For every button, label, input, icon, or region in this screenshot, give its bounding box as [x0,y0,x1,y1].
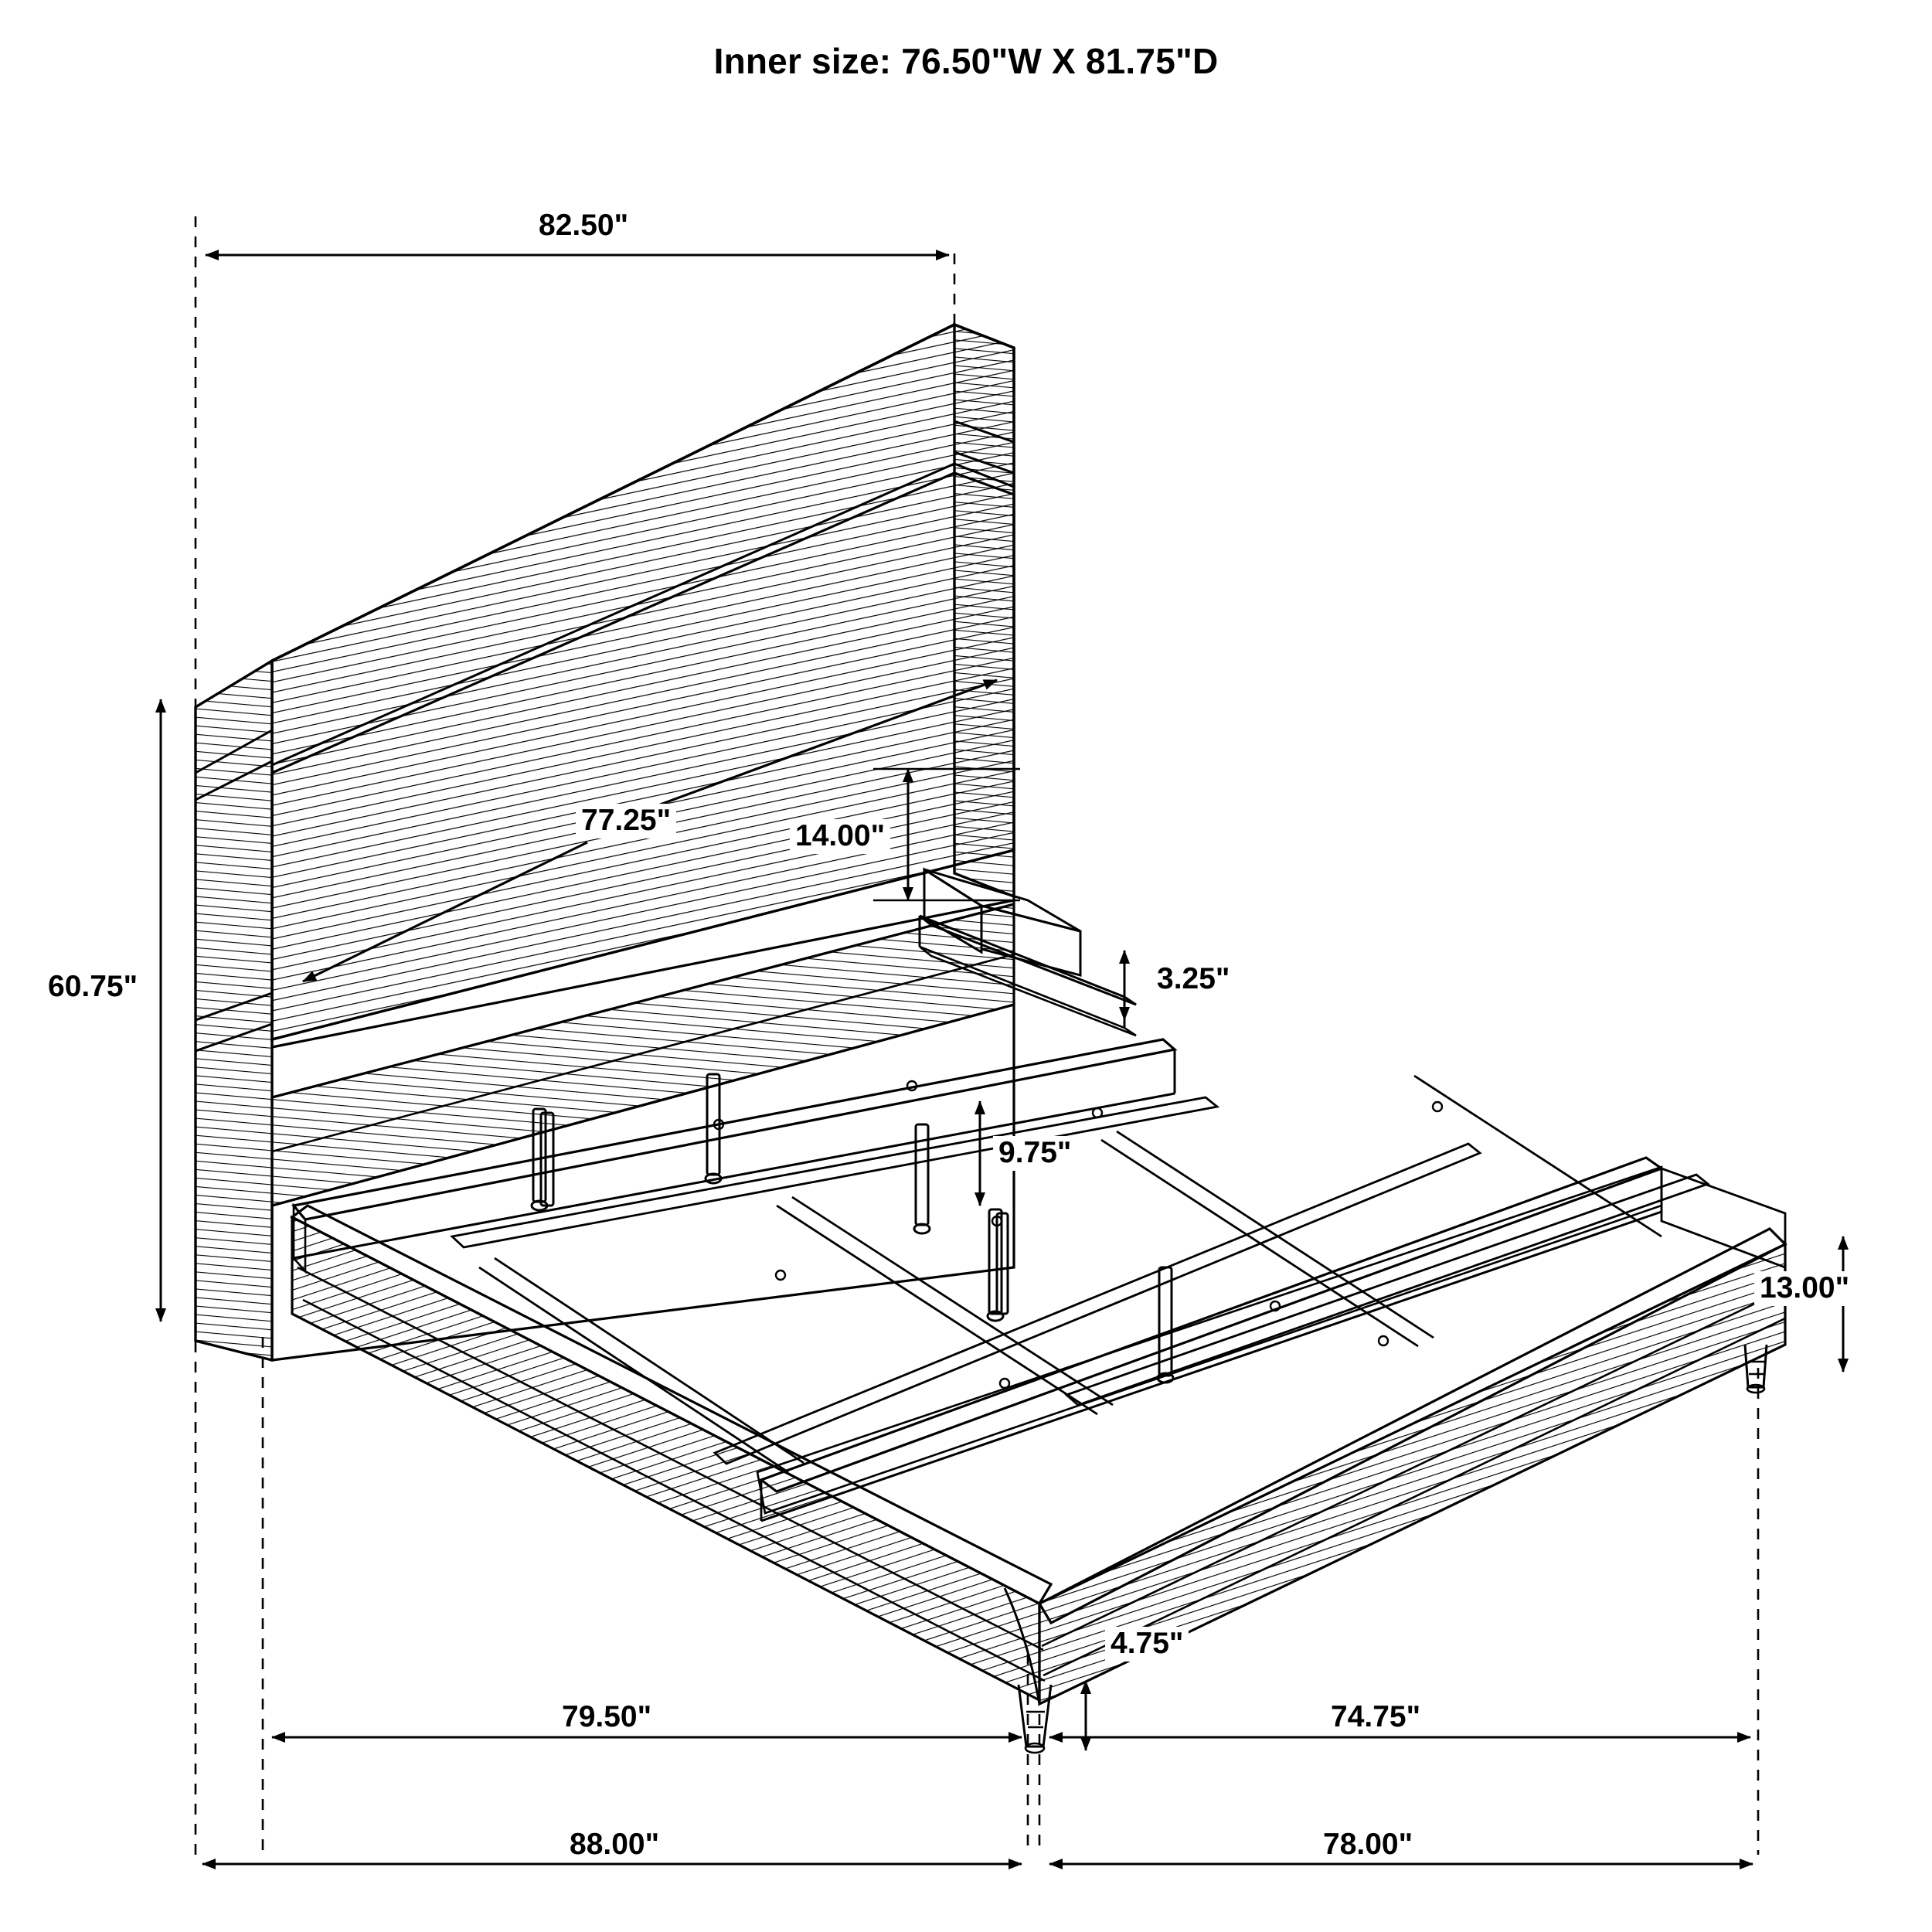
dim-label-74-75: 74.75" [1325,1700,1426,1735]
dim-label-13-00: 13.00" [1754,1271,1855,1306]
page-title: Inner size: 76.50"W X 81.75"D [713,41,1219,81]
dim-label-14-00: 14.00" [790,819,890,854]
footboard [292,1167,1785,1753]
dim-label-78-00: 78.00" [1318,1828,1418,1862]
dim-label-9-75: 9.75" [993,1136,1077,1171]
dim-label-77-25: 77.25" [576,804,676,838]
dim-label-60-75: 60.75" [43,970,143,1005]
dim-label-88-00: 88.00" [564,1828,665,1862]
headboard [196,325,1014,1360]
dim-label-82-50: 82.50" [533,209,634,243]
dim-label-4-75: 4.75" [1105,1627,1189,1662]
dim-label-79-50: 79.50" [556,1700,657,1735]
dim-label-3-25: 3.25" [1151,962,1235,997]
